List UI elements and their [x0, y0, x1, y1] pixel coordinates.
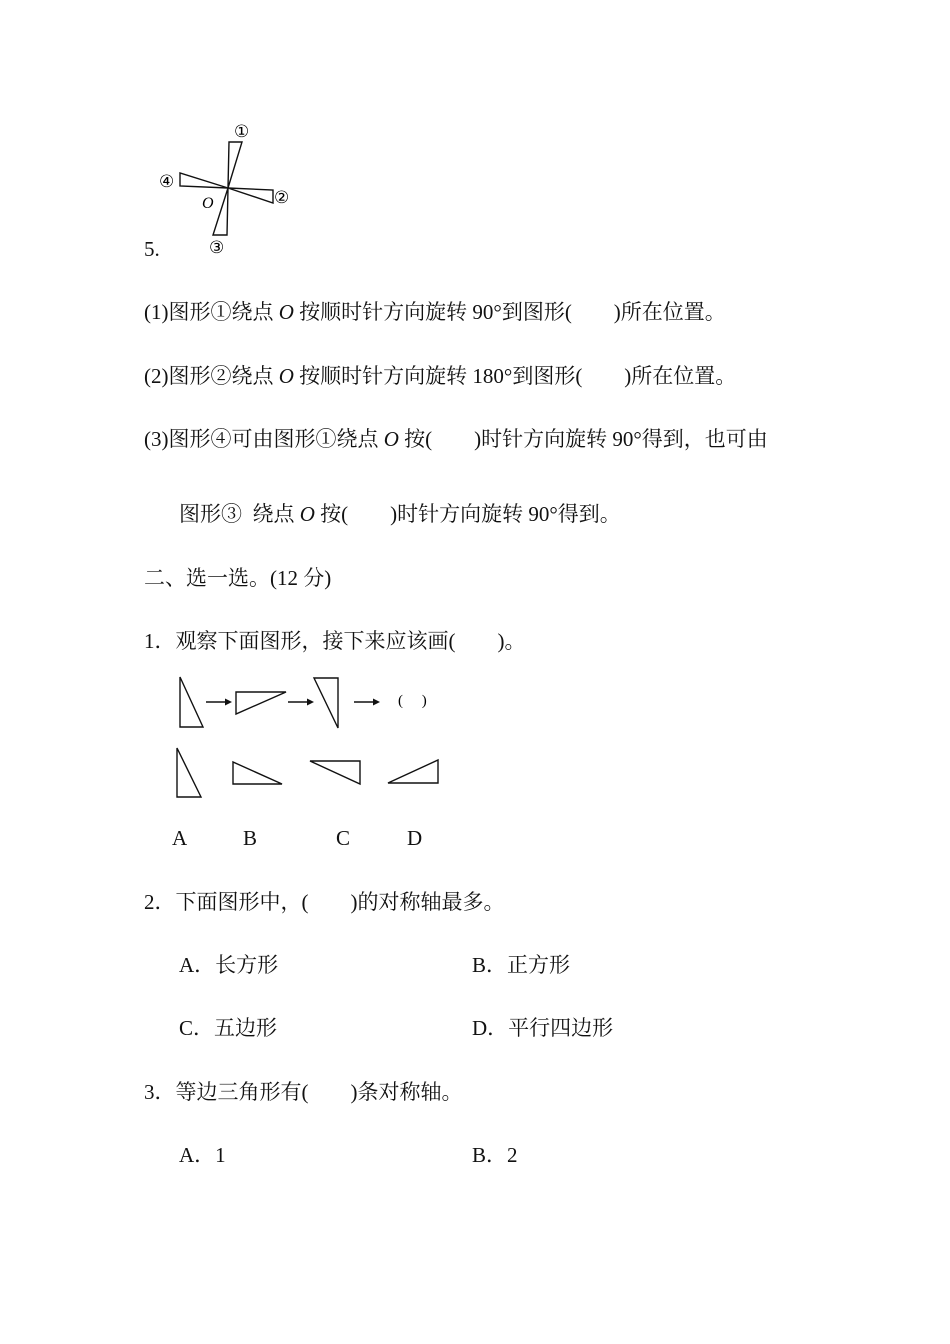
options-figure: [170, 742, 450, 802]
mc-2-option-c: C．五边形: [179, 1016, 278, 1040]
label-3: ③: [209, 238, 225, 257]
part-1-text-b: 按顺时针方向旋转 90°到图形( )所在位置。: [293, 300, 726, 324]
part-3c-text-a: 图形③ 绕点: [179, 502, 300, 526]
seq-shape-2: [236, 692, 286, 714]
question-5-part-3-cont: [179, 504, 621, 525]
mc-1-question: 1．观察下面图形，接下来应该画( )。: [144, 629, 526, 653]
question-5-part-2: [144, 366, 736, 387]
part-3c-text-b: 按( )时针方向旋转 90°得到。: [314, 502, 621, 526]
part-2-text-b: 按顺时针方向旋转 180°到图形( )所在位置。: [293, 364, 737, 388]
triangle-2: [228, 188, 273, 203]
mc-3-option-b: B．2: [472, 1143, 518, 1167]
arrow-1-head: [225, 699, 232, 706]
question-5-part-3: [144, 429, 768, 450]
option-b-label: B: [243, 826, 258, 850]
question-5-part-1: [144, 302, 726, 323]
part-1-text-a: (1)图形①绕点: [144, 300, 279, 324]
mc-3-option-a: A．1: [179, 1143, 226, 1167]
part-2-text-a: (2)图形②绕点: [144, 364, 279, 388]
label-4: ④: [159, 172, 175, 191]
triangle-1: [228, 142, 242, 188]
rotation-figure: [150, 115, 310, 260]
mc-3-question: 3．等边三角形有( )条对称轴。: [144, 1080, 463, 1104]
center-label: O: [202, 195, 214, 212]
mc-2-option-a: A．长方形: [179, 953, 279, 977]
part-3-text-b: 按( )时针方向旋转 90°得到，也可由: [398, 427, 768, 451]
arrow-2-head: [307, 699, 314, 706]
label-1: ①: [234, 122, 250, 141]
option-d-label: D: [407, 826, 423, 850]
option-a-shape: [177, 748, 201, 797]
option-c-shape: [310, 761, 360, 784]
part-3c-point: O: [299, 502, 315, 526]
sequence-figure: [170, 672, 460, 734]
seq-shape-1: [180, 677, 203, 727]
seq-shape-3: [314, 678, 338, 728]
part-1-point: O: [278, 300, 294, 324]
option-a-label: A: [172, 826, 188, 850]
option-c-label: C: [336, 826, 351, 850]
mc-2-option-b: B．正方形: [472, 953, 571, 977]
arrow-3-head: [373, 699, 380, 706]
part-3-text-a: (3)图形④可由图形①绕点: [144, 427, 384, 451]
sequence-blank: ( ): [398, 693, 427, 709]
option-d-shape: [388, 760, 438, 783]
label-2: ②: [274, 188, 290, 207]
part-2-point: O: [278, 364, 294, 388]
mc-2-question: 2．下面图形中，( )的对称轴最多。: [144, 890, 505, 914]
question-5-number: 5.: [144, 237, 160, 261]
mc-2-option-d: D．平行四边形: [472, 1016, 614, 1040]
option-b-shape: [233, 762, 282, 784]
triangle-4: [180, 173, 228, 188]
section-2-heading: 二、选一选。(12 分): [144, 566, 332, 590]
part-3-point: O: [383, 427, 399, 451]
triangle-3: [213, 188, 228, 235]
